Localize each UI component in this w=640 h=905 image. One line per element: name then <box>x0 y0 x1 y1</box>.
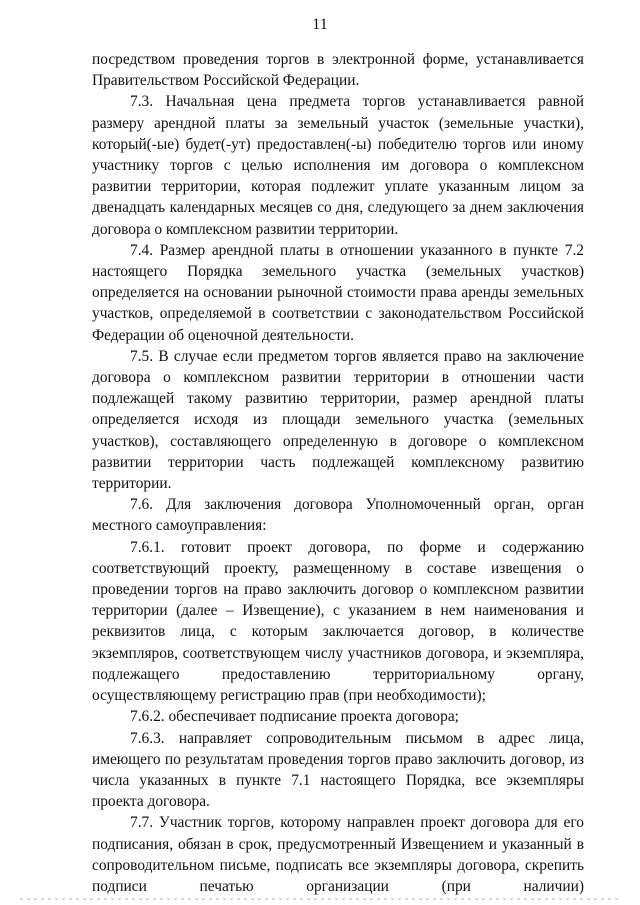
document-body <box>92 49 584 897</box>
scan-artifact-line <box>20 898 620 900</box>
page-number: 11 <box>312 16 328 33</box>
paragraph-7-6-1: 7.6.1. готовит проект договора, по форме и содержанию соответствующий проекту, размещенному в составе извещения о проведении торгов на право заключить договор о комплексном развитии территории (далее – Извещение), с указанием в нем наименования и реквизитов лица, с которым заключается договор, в количестве экземпляров, соответствующем числу участников договора, и экземпляра, подлежащего предоставлению территориальному органу, осуществляющему регистрацию прав (при необходимости); <box>92 538 584 705</box>
paragraph-7-7: 7.7. Участник торгов, которому направлен проект договора для его подписания, обязан в срок, предусмотренный Извещением и указанный в сопроводительном письме, подписать все экземпляры договора, скрепить подписи печатью организации (при наличии) <box>92 814 584 895</box>
paragraph-continuation: посредством проведения торгов в электронной форме, устанавливается Правительством Российской Федерации. <box>92 51 584 90</box>
paragraph-7-6-2: 7.6.2. обеспечивает подписание проекта договора; <box>130 708 459 726</box>
paragraph-7-5: 7.5. В случае если предметом торгов является право на заключение договора о комплексном развитии территории в отношении части подлежащей такому развитию территории, размер арендной платы определяется исходя из площади земельного участка (земельных участков), составляющего определенную в договоре о комплексном развитии территории часть подлежащей комплексному развитию территории. <box>92 347 584 493</box>
paragraph-7-6: 7.6. Для заключения договора Уполномоченный орган, орган местного самоуправления: <box>92 496 584 535</box>
paragraph-7-4: 7.4. Размер арендной платы в отношении указанного в пункте 7.2 настоящего Порядка земельного участка (земельных участков) определяется на основании рыночной стоимости права аренды земельных участков, определяемой в соответствии с законодательством Российской Федерации об оценочной деятельности. <box>92 241 584 344</box>
paragraph-7-3: 7.3. Начальная цена предмета торгов устанавливается равной размеру арендной платы за земельный участок (земельные участки), который(-ые) будет(-ут) предоставлен(-ы) победителю торгов или иному участнику торгов с целью исполнения им договора о комплексном развитии территории, которая подлежит уплате указанным лицом за двенадцать календарных месяцев со дня, следующего за днем заключения договора о комплексном развитии территории. <box>92 93 584 238</box>
paragraph-7-6-3: 7.6.3. направляет сопроводительным письмом в адрес лица, имеющего по результатам проведения торгов право заключить договор, из числа указанных в пункте 7.1 настоящего Порядка, все экземпляры проекта договора. <box>92 729 584 811</box>
